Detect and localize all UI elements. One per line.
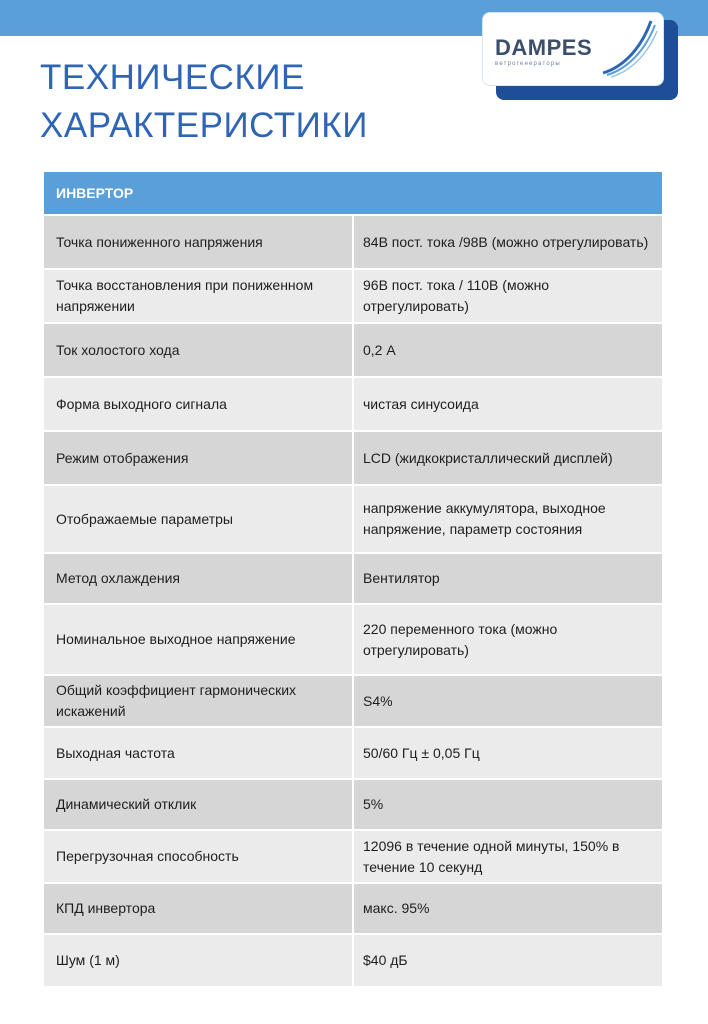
table-row xyxy=(44,269,662,323)
inverter-spec-table xyxy=(44,172,662,988)
param-value: 0,2 А xyxy=(353,323,662,377)
param-label: Точка пониженного напряжения xyxy=(44,215,353,269)
logo-tagline: ветрогенераторы xyxy=(495,61,561,67)
table-row xyxy=(44,485,662,553)
table-row xyxy=(44,431,662,485)
table-row xyxy=(44,934,662,987)
param-value: 50/60 Гц ± 0,05 Гц xyxy=(353,727,662,779)
param-value: S4% xyxy=(353,675,662,727)
param-label: Ток холостого хода xyxy=(44,323,353,377)
page-title-line-2: ХАРАКТЕРИСТИКИ xyxy=(40,106,368,145)
param-value: 84В пост. тока /98В (можно отрегулировать) xyxy=(353,215,662,269)
param-label: Форма выходного сигнала xyxy=(44,377,353,431)
param-label: Режим отображения xyxy=(44,431,353,485)
param-value: LCD (жидкокристаллический дисплей) xyxy=(353,431,662,485)
table-row xyxy=(44,377,662,431)
page-title xyxy=(40,54,368,150)
table-row xyxy=(44,830,662,883)
param-value: 96В пост. тока / 110В (можно отрегулировать) xyxy=(353,269,662,323)
table-row xyxy=(44,675,662,727)
param-value: макс. 95% xyxy=(353,883,662,934)
table-row xyxy=(44,553,662,604)
table-header-inverter: ИНВЕРТОР xyxy=(44,172,662,215)
param-label: Перегрузочная способность xyxy=(44,830,353,883)
param-label: Метод охлаждения xyxy=(44,553,353,604)
table-row xyxy=(44,779,662,830)
table-row xyxy=(44,215,662,269)
table-row xyxy=(44,727,662,779)
brand-logo xyxy=(482,12,664,86)
logo-wordmark: DAMPES xyxy=(495,35,593,60)
table-header-row xyxy=(44,172,662,215)
param-label: Отображаемые параметры xyxy=(44,485,353,553)
param-value: 12096 в течение одной минуты, 150% в течение 10 секунд xyxy=(353,830,662,883)
param-label: Шум (1 м) xyxy=(44,934,353,987)
param-value: напряжение аккумулятора, выходное напряжение, параметр состояния xyxy=(353,485,662,553)
table-row xyxy=(44,604,662,675)
page-title-line-1: ТЕХНИЧЕСКИЕ xyxy=(40,58,305,97)
param-label: Общий коэффициент гармонических искажений xyxy=(44,675,353,727)
wind-swoosh-icon xyxy=(601,15,659,81)
param-value: чистая синусоида xyxy=(353,377,662,431)
param-label: Выходная частота xyxy=(44,727,353,779)
param-label: Точка восстановления при пониженном напряжении xyxy=(44,269,353,323)
param-label: Динамический отклик xyxy=(44,779,353,830)
param-value: $40 дБ xyxy=(353,934,662,987)
table-row xyxy=(44,323,662,377)
param-value: 220 переменного тока (можно отрегулировать) xyxy=(353,604,662,675)
param-label: КПД инвертора xyxy=(44,883,353,934)
table-row xyxy=(44,883,662,934)
param-value: 5% xyxy=(353,779,662,830)
param-label: Номинальное выходное напряжение xyxy=(44,604,353,675)
param-value: Вентилятор xyxy=(353,553,662,604)
